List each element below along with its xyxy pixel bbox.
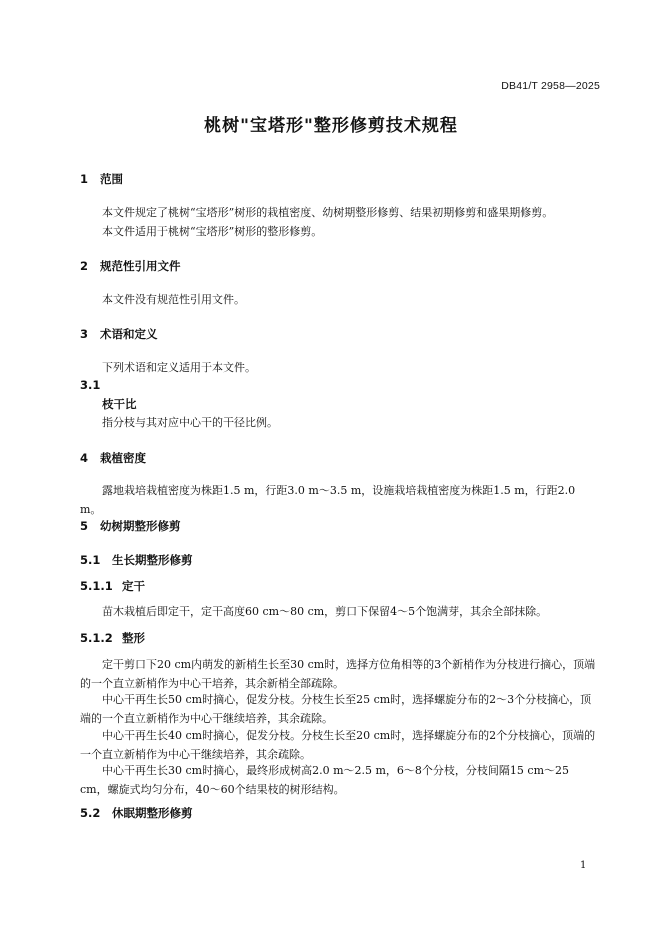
section-number: 4 xyxy=(80,451,89,465)
section-title: 休眠期整形修剪 xyxy=(112,806,193,820)
term-3-1-definition: 指分枝与其对应中心干的干径比例。 xyxy=(102,416,278,429)
section-number: 5.1.2 xyxy=(80,631,113,645)
section-3-paragraph-1: 下列术语和定义适用于本文件。 xyxy=(102,361,256,374)
section-2-paragraph-1: 本文件没有规范性引用文件。 xyxy=(102,293,245,306)
section-1-heading xyxy=(80,171,123,187)
section-title: 整形 xyxy=(122,631,145,645)
section-5-1-2-paragraph-3: 中心干再生长40 cm时摘心，促发分枝。分枝生长至20 cm时，选择螺旋分布的2个分枝摘心，顶端的一个直立新梢作为中心干继续培养，其余疏除。 xyxy=(80,729,596,761)
section-5-2-heading xyxy=(80,805,193,821)
section-3-heading xyxy=(80,326,158,342)
section-title: 范围 xyxy=(100,172,123,186)
document-id: DB41/T 2958—2025 xyxy=(501,80,600,92)
section-title: 规范性引用文件 xyxy=(100,259,181,273)
section-number: 1 xyxy=(80,172,89,186)
section-title: 生长期整形修剪 xyxy=(112,553,193,567)
section-5-1-2-paragraph-4: 中心干再生长30 cm时摘心，最终形成树高2.0 m～2.5 m，6～8个分枝，分枝间隔15 cm～25 cm，螺旋式均匀分布，40～60个结果枝的树形结构。 xyxy=(80,764,570,796)
section-number: 3 xyxy=(80,327,89,341)
term-3-1-number: 3.1 xyxy=(80,378,101,392)
section-4-heading xyxy=(80,450,146,466)
section-5-1-1-paragraph-1: 苗木栽植后即定干，定干高度60 cm～80 cm，剪口下保留4～5个饱满芽，其余全部抹除。 xyxy=(102,605,548,618)
section-5-1-heading xyxy=(80,552,193,568)
section-1-paragraph-2: 本文件适用于桃树“宝塔形”树形的整形修剪。 xyxy=(102,225,323,238)
section-number: 5 xyxy=(80,519,89,533)
section-number: 5.1 xyxy=(80,553,101,567)
section-4-paragraph-1: 露地栽培栽植密度为株距1.5 m，行距3.0 m～3.5 m，设施栽培栽植密度为株距1.5 m，行距2.0 m。 xyxy=(80,484,576,516)
section-2-heading xyxy=(80,258,181,274)
section-title: 栽植密度 xyxy=(100,451,146,465)
section-title: 定干 xyxy=(122,579,145,593)
term-3-1-name: 枝干比 xyxy=(102,397,137,411)
section-number: 5.1.1 xyxy=(80,579,113,593)
section-5-1-1-heading xyxy=(80,578,145,594)
section-5-heading xyxy=(80,518,181,534)
section-5-1-2-paragraph-2: 中心干再生长50 cm时摘心，促发分枝。分枝生长至25 cm时，选择螺旋分布的2～3个分枝摘心，顶端的一个直立新梢作为中心干继续培养，其余疏除。 xyxy=(80,693,592,725)
section-5-1-2-heading xyxy=(80,630,145,646)
section-number: 2 xyxy=(80,259,89,273)
page-number: 1 xyxy=(580,860,587,871)
page-title: 桃树"宝塔形"整形修剪技术规程 xyxy=(204,116,458,136)
section-number: 5.2 xyxy=(80,806,101,820)
section-5-1-2-paragraph-1: 定干剪口下20 cm内萌发的新梢生长至30 cm时，选择方位角相等的3个新梢作为分枝进行摘心，顶端的一个直立新梢作为中心干培养，其余新梢全部疏除。 xyxy=(80,658,596,690)
section-title: 术语和定义 xyxy=(100,327,158,341)
section-title: 幼树期整形修剪 xyxy=(100,519,181,533)
section-1-paragraph-1: 本文件规定了桃树“宝塔形”树形的栽植密度、幼树期整形修剪、结果初期修剪和盛果期修剪。 xyxy=(102,206,554,219)
